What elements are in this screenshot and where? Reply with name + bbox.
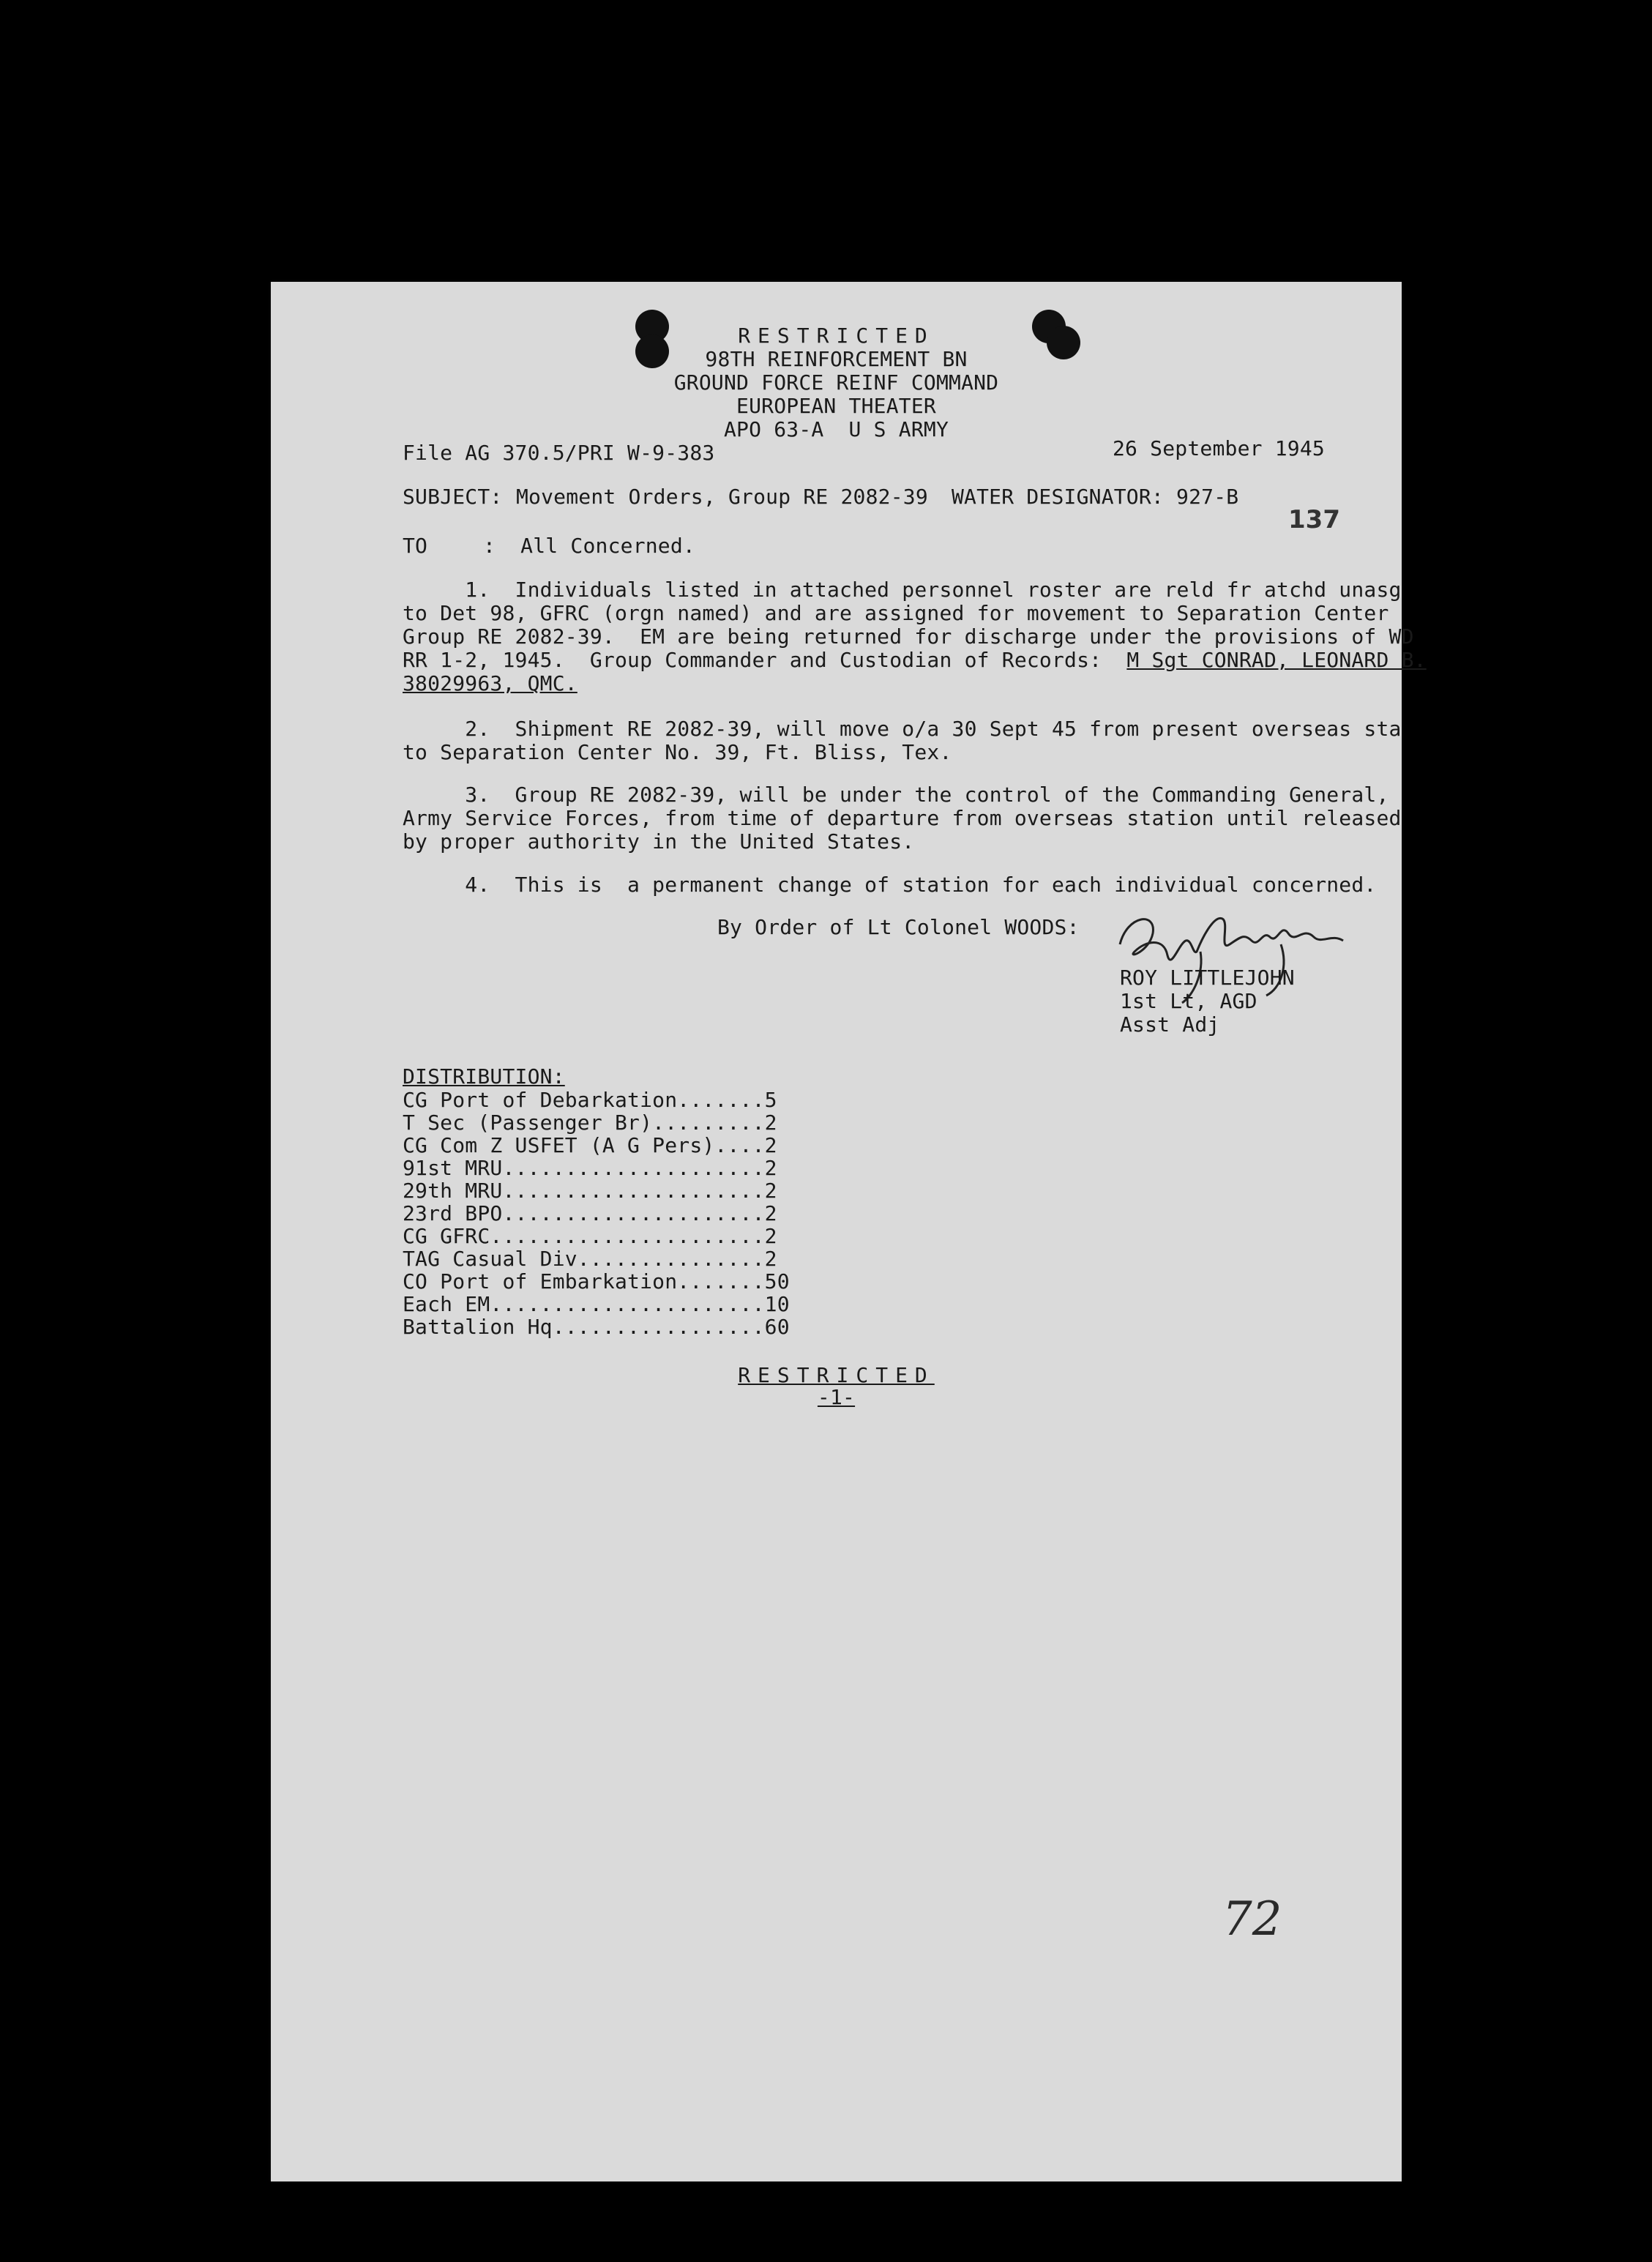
footer-classification: RESTRICTED — [738, 1363, 935, 1387]
subject-text: Movement Orders, Group RE 2082-39 — [516, 485, 928, 509]
distribution-count: 2 — [764, 1201, 777, 1225]
distribution-label: 29th MRU..................... — [403, 1179, 765, 1203]
distribution-label: 91st MRU..................... — [403, 1156, 765, 1180]
distribution-count: 10 — [764, 1292, 790, 1316]
distribution-count: 5 — [764, 1088, 777, 1112]
header-unit: 98TH REINFORCEMENT BN — [705, 347, 968, 371]
distribution-count: 2 — [764, 1179, 777, 1203]
header-classification: RESTRICTED — [738, 324, 935, 348]
distribution-label: Each EM...................... — [403, 1292, 765, 1316]
para3-line3: by proper authority in the United States. — [403, 829, 915, 854]
para1-line5: 38029963, QMC. — [403, 671, 578, 695]
subject-label: SUBJECT: — [403, 485, 503, 509]
file-reference: File AG 370.5/PRI W-9-383 — [403, 441, 715, 465]
distribution-row — [403, 1202, 777, 1225]
footer-page-number: -1- — [817, 1385, 856, 1409]
distribution-count: 2 — [764, 1133, 777, 1157]
distribution-row — [403, 1270, 790, 1294]
distribution-label: CG GFRC...................... — [403, 1224, 765, 1248]
to-text: : All Concerned. — [483, 534, 695, 558]
distribution-count: 60 — [764, 1315, 790, 1339]
distribution-label: Battalion Hq................. — [403, 1315, 765, 1339]
para1-line2: to Det 98, GFRC (orgn named) and are assigned for movement to Separation Center — [403, 601, 1389, 625]
distribution-row — [403, 1157, 777, 1180]
distribution-label: CG Com Z USFET (A G Pers).... — [403, 1133, 765, 1157]
para4: 4. This is a permanent change of station for each individual concerned. — [403, 873, 1377, 897]
distribution-row — [403, 1089, 777, 1112]
distribution-row — [403, 1247, 777, 1271]
document-page — [271, 282, 1427, 2181]
para3-line2: Army Service Forces, from time of departure from overseas station until released — [403, 806, 1402, 830]
distribution-count: 2 — [764, 1111, 777, 1135]
distribution-heading: DISTRIBUTION: — [403, 1064, 565, 1089]
distribution-label: TAG Casual Div............... — [403, 1247, 765, 1271]
signature-rank: 1st Lt, AGD — [1120, 989, 1257, 1013]
distribution-row — [403, 1111, 777, 1135]
water-designator: WATER DESIGNATOR: 927-B — [952, 485, 1239, 509]
para2-line1: 2. Shipment RE 2082-39, will move o/a 30 Sept 45 from present overseas sta — [403, 717, 1402, 741]
distribution-label: CG Port of Debarkation....... — [403, 1088, 765, 1112]
handwritten-page-number: 72 — [1222, 1892, 1282, 1946]
para1-line3: Group RE 2082-39. EM are being returned for discharge under the provisions of WD — [403, 624, 1414, 649]
distribution-row — [403, 1315, 790, 1339]
distribution-count: 50 — [764, 1269, 790, 1294]
para1-line4-text: RR 1-2, 1945. Group Commander and Custodian of Records: — [403, 648, 1127, 672]
signature-name: ROY LITTLEJOHN — [1120, 966, 1295, 990]
para1-line4 — [403, 649, 1427, 672]
distribution-row — [403, 1134, 777, 1157]
distribution-count: 2 — [764, 1247, 777, 1271]
document-date: 26 September 1945 — [1113, 436, 1325, 460]
distribution-label: T Sec (Passenger Br)......... — [403, 1111, 765, 1135]
distribution-count: 2 — [764, 1224, 777, 1248]
distribution-row — [403, 1225, 777, 1248]
to-label: TO — [403, 534, 428, 558]
distribution-label: CO Port of Embarkation....... — [403, 1269, 765, 1294]
distribution-row — [403, 1179, 777, 1203]
distribution-count: 2 — [764, 1156, 777, 1180]
distribution-row — [403, 1293, 790, 1316]
header-command: GROUND FORCE REINF COMMAND — [673, 370, 999, 395]
by-order: By Order of Lt Colonel WOODS: — [717, 915, 1080, 939]
signature-title: Asst Adj — [1120, 1012, 1220, 1037]
para3-line1: 3. Group RE 2082-39, will be under the control of the Commanding General, — [403, 783, 1389, 807]
para2-line2: to Separation Center No. 39, Ft. Bliss, Tex. — [403, 740, 952, 764]
header-apo: APO 63-A U S ARMY — [723, 417, 949, 441]
distribution-label: 23rd BPO..................... — [403, 1201, 765, 1225]
custodian-name: M Sgt CONRAD, LEONARD B. — [1126, 648, 1427, 672]
header-theater: EUROPEAN THEATER — [736, 394, 936, 418]
stamp-number: 137 — [1288, 505, 1340, 534]
para1-line1: 1. Individuals listed in attached personnel roster are reld fr atchd unasg — [403, 578, 1402, 602]
